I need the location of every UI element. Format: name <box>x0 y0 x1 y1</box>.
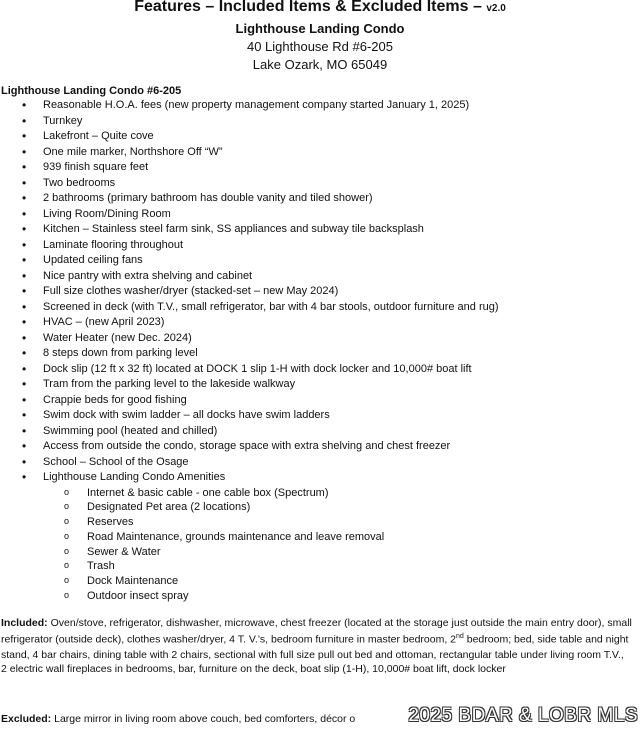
feature-item: • Access from outside the condo, storage space with extra shelving and chest freezer <box>0 439 640 455</box>
amenity-item: o Trash <box>0 559 640 574</box>
included-text-2: bedroom; bed, side table and night stand, 4 bar chairs, dining table with 2 chairs, sectional with full size pull out bed and ottoman, rectangular table under living room T.V., 2 electric wall fireplaces in bedrooms, bar, furniture on the deck, boat slip (1-H), 10,000# boat lift, dock locker <box>1 633 629 676</box>
feature-item: • Nice pantry with extra shelving and cabinet <box>0 269 640 285</box>
feature-item: • Swimming pool (heated and chilled) <box>0 424 640 440</box>
feature-item: • 2 bathrooms (primary bathroom has double vanity and tiled shower) <box>0 191 640 207</box>
amenity-item: o Reserves <box>0 515 640 530</box>
feature-item: • HVAC – (new April 2023) <box>0 315 640 331</box>
included-sup: nd <box>456 633 464 641</box>
excluded-text: Large mirror in living room above couch, bed comforters, décor o <box>54 713 356 725</box>
feature-item: • Lighthouse Landing Condo Amenities <box>0 470 640 486</box>
amenity-item: o Dock Maintenance <box>0 574 640 589</box>
feature-item: • 8 steps down from parking level <box>0 346 640 362</box>
version-label: v2.0 <box>486 3 506 14</box>
features-list <box>0 98 640 486</box>
amenity-item: o Road Maintenance, grounds maintenance and leave removal <box>0 530 640 545</box>
feature-item: • Kitchen – Stainless steel farm sink, SS appliances and subway tile backsplash <box>0 222 640 238</box>
excluded-paragraph <box>1 712 355 726</box>
feature-item: • Swim dock with swim ladder – all docks have swim ladders <box>0 408 640 424</box>
feature-item: • 939 finish square feet <box>0 160 640 176</box>
document-header <box>0 0 640 74</box>
feature-item: • School – School of the Osage <box>0 455 640 471</box>
feature-item: • Crappie beds for good fishing <box>0 393 640 409</box>
feature-item: • Water Heater (new Dec. 2024) <box>0 331 640 347</box>
mls-watermark: 2025 BDAR & LOBR MLS <box>408 705 638 726</box>
property-address: 40 Lighthouse Rd #6-205 <box>246 39 393 54</box>
feature-item: • Laminate flooring throughout <box>0 238 640 254</box>
feature-item: • Full size clothes washer/dryer (stacked-set – new May 2024) <box>0 284 640 300</box>
feature-item: • Dock slip (12 ft x 32 ft) located at DOCK 1 slip 1-H with dock locker and 10,000# boat lift <box>0 362 640 378</box>
feature-item: • One mile marker, Northshore Off “W” <box>0 145 640 161</box>
feature-item: • Turnkey <box>0 114 640 130</box>
feature-item: • Reasonable H.O.A. fees (new property management company started January 1, 2025) <box>0 98 640 114</box>
amenities-list <box>0 486 640 604</box>
included-paragraph <box>1 616 640 677</box>
amenity-item: o Internet & basic cable - one cable box (Spectrum) <box>0 486 640 501</box>
included-text-1: Oven/stove, refrigerator, dishwasher, microwave, chest freezer (located at the storage just outside the main entry door), small refrigerator (outside deck), clothes washer/dryer, 4 T. V.’s, bedroom furniture in master bedroom, 2 <box>1 616 632 646</box>
amenity-item: o Outdoor insect spray <box>0 589 640 604</box>
feature-item: • Two bedrooms <box>0 176 640 192</box>
title-text: Features – Included Items & Excluded Items – <box>134 0 482 15</box>
feature-item: • Lakefront – Quite cove <box>0 129 640 145</box>
feature-item: • Updated ceiling fans <box>0 253 640 269</box>
property-city: Lake Ozark, MO 65049 <box>252 57 388 72</box>
feature-item: • Tram from the parking level to the lakeside walkway <box>0 377 640 393</box>
feature-item: • Living Room/Dining Room <box>0 207 640 223</box>
excluded-label: Excluded: <box>1 713 52 725</box>
property-name: Lighthouse Landing Condo <box>235 21 405 36</box>
document-title <box>0 0 640 18</box>
section-title: Lighthouse Landing Condo #6-205 <box>1 85 182 97</box>
amenity-item: o Designated Pet area (2 locations) <box>0 500 640 515</box>
feature-item: • Screened in deck (with T.V., small refrigerator, bar with 4 bar stools, outdoor furniture and rug) <box>0 300 640 316</box>
amenity-item: o Sewer & Water <box>0 545 640 560</box>
included-label: Included: <box>1 616 48 629</box>
